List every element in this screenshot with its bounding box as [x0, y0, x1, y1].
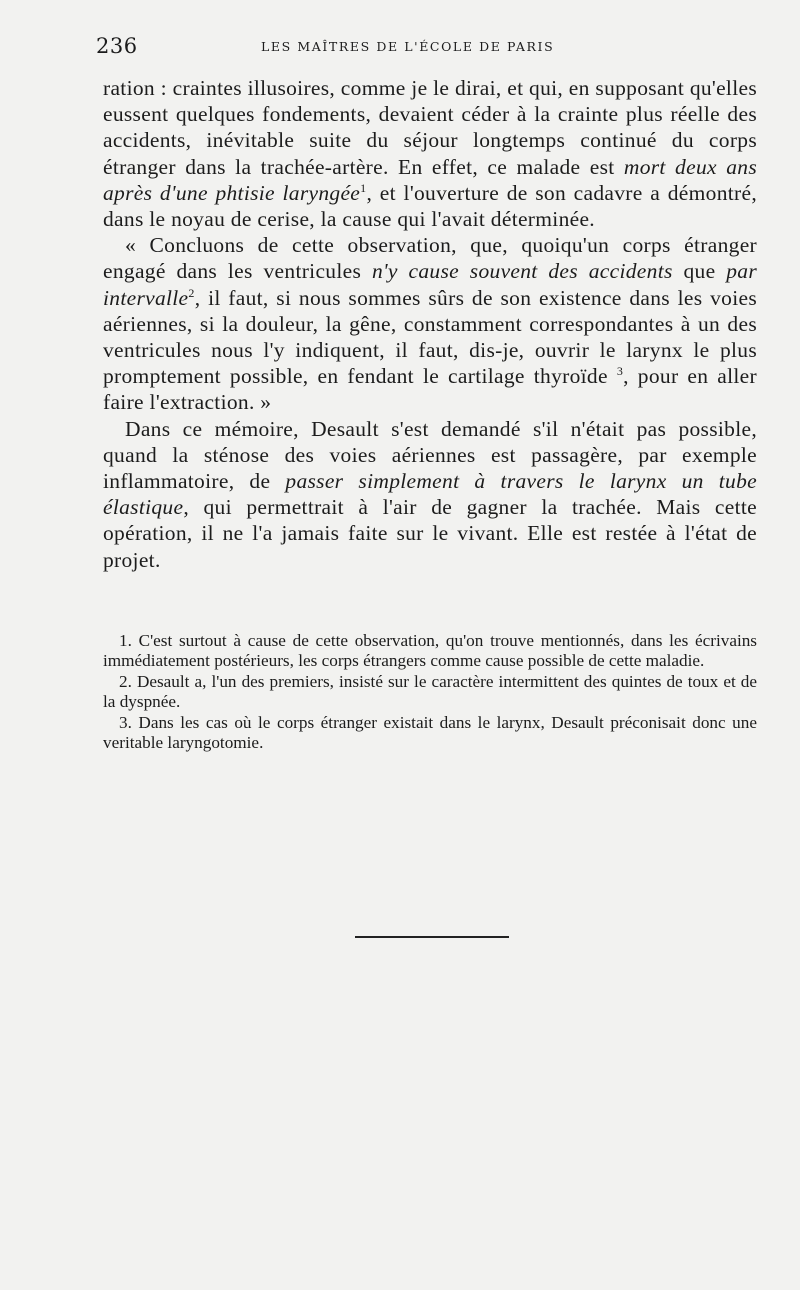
- text-run: , et l'ouverture de son cadavre a démontré, dans le noyau de cerise, la cause qui l'avait déterminée.: [103, 180, 757, 232]
- main-text: [103, 75, 757, 573]
- italic-text: par intervalle: [103, 259, 757, 310]
- footnotes: [103, 631, 757, 753]
- text-run: que: [672, 259, 727, 284]
- text-run: , il faut, si nous sommes sûrs de son existence dans les voies aériennes, si la douleur, la gêne, constamment correspondantes à un des ventricules nous l'y indiquent, il faut, dis-je, ouvrir le larynx le plus promptement possible, en fendant le cartilage thyroïde: [103, 285, 757, 389]
- text-run: , pour en aller faire l'extraction. »: [103, 364, 757, 415]
- footnote: 3. Dans les cas où le corps étranger existait dans le larynx, Desault préconisait donc une veritable laryngotomie.: [103, 712, 757, 753]
- running-title: LES MAÎTRES DE L'ÉCOLE DE PARIS: [261, 39, 555, 54]
- text-run: « Concluons de cette observation, que, quoiqu'un corps étranger engagé dans les ventricules: [103, 233, 757, 284]
- text-run: , qui permettrait à l'air de gagner la trachée. Mais cette opération, il ne l'a jamais faite sur le vivant. Elle est restée à l'état de projet.: [103, 495, 757, 572]
- end-rule: [355, 936, 509, 938]
- page-number: 236: [96, 34, 138, 58]
- footnote-ref: 1: [360, 180, 367, 195]
- italic-text: n'y cause souvent des accidents: [371, 259, 673, 284]
- page-header: [96, 34, 756, 58]
- footnote: 1. C'est surtout à cause de cette observation, qu'on trouve mentionnés, dans les écrivains immédiatement postérieurs, les corps étrangers comme cause possible de cette maladie.: [103, 631, 757, 671]
- italic-text: mort deux ans après d'une phtisie laryngée: [103, 154, 757, 205]
- text-run: ration : craintes illusoires, comme je le dirai, et qui, en supposant qu'elles eussent quelques fondements, devaient céder à la crainte plus réelle des accidents, inévitable suite du séjour longtemps continué du corps étranger dans la trachée-artère. En effet, ce malade est: [103, 76, 757, 179]
- paragraph: [103, 232, 757, 415]
- paragraph: [103, 75, 757, 232]
- footnote: 2. Desault a, l'un des premiers, insisté sur le caractère intermittent des quintes de toux et de la dyspnée.: [103, 671, 757, 712]
- paragraph: [103, 416, 757, 573]
- italic-text: passer simplement à travers le larynx un tube élastique: [103, 469, 758, 520]
- text-run: Dans ce mémoire, Desault s'est demandé s'il n'était pas possible, quand la sténose des voies aériennes est passagère, par exemple inflammatoire, de: [103, 416, 757, 494]
- footnote-ref: 3: [616, 364, 624, 379]
- footnote-ref: 2: [188, 285, 195, 300]
